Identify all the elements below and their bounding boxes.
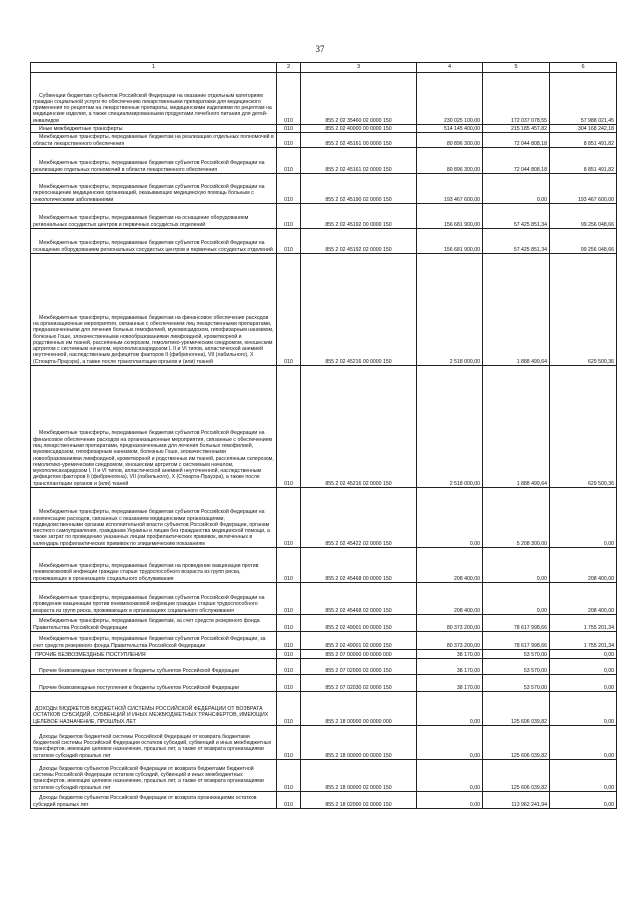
row-approved-amount-cell: 514 145 400,00 [417,125,483,133]
row-approved-amount-cell: 80 896 300,00 [417,133,483,148]
table-row [31,488,617,548]
row-name-cell: Межбюджетные трансферты, передаваемые бюджетам субъектов Российской Федерации на финансовое обеспечение расходов на организационные мероприятия, связанные с обеспечением лиц лекарственными препаратами, предназначенными для лечения больных гемофилией, муковисцидозом, гипофизарным нанизмом, болезнью Гоше, злокачественными новообразованиями лимфоидной, кроветворной и родственных им тканей, рассеянным склерозом, гемолитико-уремическим синдромом, юношеским артритом с системным началом, мукополисахаридозом I, II и VI типов, апластической анемией неуточненной, наследственным дефицитом факторов II (фибриногена), VII (лабильного), X (Стюарта-Прауэра), а также после трансплантации органов и (или) тканей [31,366,277,488]
row-name-cell: Межбюджетные трансферты, передаваемые бюджетам на проведение вакцинации против пневмококковой инфекции граждан старше трудоспособного возраста из групп риска, проживающих в организациях социального обслуживания [31,548,277,583]
row-executed-amount-cell: 5 208 300,00 [483,488,550,548]
row-budget-code-cell: 855 2 02 45216 00 0000 150 [301,254,417,366]
row-unexecuted-amount-cell: 1 755 201,34 [550,632,617,650]
row-name-cell: Межбюджетные трансферты, передаваемые бюджетам на реализацию отдельных полномочий в области лекарственного обеспечения [31,133,277,148]
row-approved-amount-cell: 193 467 600,00 [417,174,483,204]
table-row [31,366,617,488]
row-executed-amount-cell: 53 570,00 [483,659,550,675]
table-row [31,615,617,632]
row-budget-code-cell: 855 2 02 45422 02 0000 150 [301,488,417,548]
row-approved-amount-cell: 230 025 100,00 [417,73,483,125]
row-name-cell: Межбюджетные трансферты, передаваемые бюджетам субъектов Российской Федерации на реализацию отдельных полномочий в области лекарственного обеспечения [31,148,277,174]
row-executed-amount-cell: 72 044 808,18 [483,133,550,148]
table-row [31,133,617,148]
row-name-cell: Прочие безвозмездные поступления в бюджеты субъектов Российской Федерации [31,675,277,692]
row-approved-amount-cell: 208 400,00 [417,583,483,615]
row-name-cell: Межбюджетные трансферты, передаваемые бюджетам субъектов Российской Федерации на оснащение оборудованием региональных сосудистых центров и первичных сосудистых отделений [31,229,277,254]
table-row [31,760,617,792]
row-executed-amount-cell: 1 888 499,64 [483,254,550,366]
row-unexecuted-amount-cell: 0,00 [550,488,617,548]
row-unexecuted-amount-cell: 0,00 [550,760,617,792]
row-approved-amount-cell: 0,00 [417,760,483,792]
row-executed-amount-cell: 78 617 998,66 [483,615,550,632]
row-code-line-cell: 010 [277,792,301,809]
row-executed-amount-cell: 57 425 851,34 [483,229,550,254]
row-unexecuted-amount-cell: 99 256 048,66 [550,229,617,254]
row-unexecuted-amount-cell: 208 400,00 [550,583,617,615]
row-approved-amount-cell: 2 518 000,00 [417,254,483,366]
table-row [31,792,617,809]
table-row [31,204,617,229]
row-executed-amount-cell: 215 185 457,82 [483,125,550,133]
row-budget-code-cell: 855 2 02 45216 02 0000 150 [301,366,417,488]
row-name-cell: Межбюджетные трансферты, передаваемые бюджетам субъектов Российской Федерации, за счет средств резервного фонда Правительства Российской Федерации [31,632,277,650]
row-name-cell: Субвенции бюджетам субъектов Российской Федерации на оказание отдельным категориям граждан социальной услуги по обеспечению лекарственными препаратами для медицинского применения по рецептам на лекарственные препараты, медицинскими изделиями по рецептам на медицинские изделия, а также специализированными продуктами лечебного питания для детей-инвалидов [31,73,277,125]
row-executed-amount-cell: 53 570,00 [483,650,550,659]
row-approved-amount-cell: 156 681 900,00 [417,204,483,229]
table-row [31,148,617,174]
row-code-line-cell: 010 [277,548,301,583]
row-code-line-cell: 010 [277,125,301,133]
row-code-line-cell: 010 [277,692,301,726]
row-code-line-cell: 010 [277,73,301,125]
table-row [31,583,617,615]
page-number: 37 [315,44,325,54]
row-budget-code-cell: 855 2 02 49001 00 0000 150 [301,615,417,632]
row-executed-amount-cell: 1 888 499,64 [483,366,550,488]
table-row [31,254,617,366]
row-budget-code-cell: 855 2 02 45468 00 0000 150 [301,548,417,583]
row-budget-code-cell: 855 2 07 02030 02 0000 150 [301,675,417,692]
row-approved-amount-cell: 0,00 [417,488,483,548]
row-budget-code-cell: 855 2 07 00000 00 0000 000 [301,650,417,659]
row-code-line-cell: 010 [277,615,301,632]
row-unexecuted-amount-cell: 1 755 201,34 [550,615,617,632]
row-executed-amount-cell: 57 425 851,34 [483,204,550,229]
row-code-line-cell: 010 [277,488,301,548]
row-code-line-cell: 010 [277,204,301,229]
row-unexecuted-amount-cell: 0,00 [550,692,617,726]
row-budget-code-cell: 855 2 02 40000 00 0000 150 [301,125,417,133]
row-code-line-cell: 010 [277,760,301,792]
row-executed-amount-cell: 0,00 [483,583,550,615]
row-name-cell: Доходы бюджетов бюджетной системы Российской Федерации от возврата бюджетами бюджетной системы Российской Федерации остатков субсидий, субвенций и иных межбюджетных трансфертов, имеющих целевое назначение, прошлых лет, а также от возврата организациями остатков субсидий прошлых лет [31,726,277,760]
row-code-line-cell: 010 [277,632,301,650]
row-executed-amount-cell: 125 606 039,82 [483,760,550,792]
row-budget-code-cell: 855 2 07 02000 02 0000 150 [301,659,417,675]
row-unexecuted-amount-cell: 0,00 [550,650,617,659]
table-row [31,692,617,726]
budget-revenue-table [30,62,617,809]
row-budget-code-cell: 855 2 18 02000 02 0000 150 [301,792,417,809]
row-code-line-cell: 010 [277,583,301,615]
row-budget-code-cell: 855 2 02 45161 02 0000 150 [301,148,417,174]
row-executed-amount-cell: 53 570,00 [483,675,550,692]
row-executed-amount-cell: 125 606 039,82 [483,692,550,726]
table-row [31,548,617,583]
row-executed-amount-cell: 0,00 [483,174,550,204]
table-row [31,174,617,204]
row-name-cell: Доходы бюджетов субъектов Российской Федерации от возврата организациями остатков субсидий прошлых лет [31,792,277,809]
row-executed-amount-cell: 72 044 808,18 [483,148,550,174]
header-col-6: 6 [550,63,617,73]
row-code-line-cell: 010 [277,229,301,254]
row-unexecuted-amount-cell: 8 851 491,82 [550,133,617,148]
row-approved-amount-cell: 0,00 [417,692,483,726]
header-col-4: 4 [417,63,483,73]
row-approved-amount-cell: 80 896 300,00 [417,148,483,174]
row-executed-amount-cell: 78 617 998,66 [483,632,550,650]
row-executed-amount-cell: 125 606 039,82 [483,726,550,760]
row-budget-code-cell: 855 2 02 45192 02 0000 150 [301,229,417,254]
row-code-line-cell: 010 [277,366,301,488]
row-approved-amount-cell: 38 170,00 [417,675,483,692]
row-unexecuted-amount-cell: 629 500,36 [550,366,617,488]
row-code-line-cell: 010 [277,650,301,659]
row-name-cell: ДОХОДЫ БЮДЖЕТОВ БЮДЖЕТНОЙ СИСТЕМЫ РОССИЙСКОЙ ФЕДЕРАЦИИ ОТ ВОЗВРАТА ОСТАТКОВ СУБСИДИЙ, СУБВЕНЦИЙ И ИНЫХ МЕЖБЮДЖЕТНЫХ ТРАНСФЕРТОВ, ИМЕЮЩИХ ЦЕЛЕВОЕ НАЗНАЧЕНИЕ, ПРОШЛЫХ ЛЕТ [31,692,277,726]
row-code-line-cell: 010 [277,659,301,675]
row-name-cell: Доходы бюджетов субъектов Российской Федерации от возврата бюджетами бюджетной системы Российской Федерации остатков субсидий, субвенций и иных межбюджетных трансфертов, имеющих целевое назначение, прошлых лет, а также от возврата организациями остатков субсидий прошлых лет [31,760,277,792]
row-code-line-cell: 010 [277,726,301,760]
row-unexecuted-amount-cell: 8 851 491,82 [550,148,617,174]
table-row [31,726,617,760]
row-name-cell: Межбюджетные трансферты, передаваемые бюджетам на финансовое обеспечение расходов на организационные мероприятия, связанные с обеспечением лиц лекарственными препаратами, предназначенными для лечения больных гемофилией, муковисцидозом, гипофизарным нанизмом, болезнью Гоше, злокачественными новообразованиями лимфоидной, кроветворной и родственных им тканей, рассеянным склерозом, гемолитико-уремическим синдромом, юношеским артритом с системным началом, мукополисахаридозом I, II и VI типов, апластической анемией неуточненной, наследственным дефицитом факторов II (фибриногена), VII (лабильного), X (Стюарта-Прауэра), а также после трансплантации органов и (или) тканей [31,254,277,366]
table-row [31,632,617,650]
row-name-cell: Прочие безвозмездные поступления в бюджеты субъектов Российской Федерации [31,659,277,675]
table-row [31,125,617,133]
row-unexecuted-amount-cell: 0,00 [550,675,617,692]
row-budget-code-cell: 855 2 18 00000 00 0000 150 [301,726,417,760]
row-approved-amount-cell: 2 518 000,00 [417,366,483,488]
row-executed-amount-cell: 113 962 241,94 [483,792,550,809]
row-executed-amount-cell: 0,00 [483,548,550,583]
table-row [31,73,617,125]
row-unexecuted-amount-cell: 193 467 600,00 [550,174,617,204]
table-row [31,650,617,659]
row-unexecuted-amount-cell: 304 168 242,18 [550,125,617,133]
row-approved-amount-cell: 80 373 200,00 [417,632,483,650]
header-col-1: 1 [31,63,277,73]
row-executed-amount-cell: 172 037 078,55 [483,73,550,125]
row-budget-code-cell: 855 2 02 45190 02 0000 150 [301,174,417,204]
row-code-line-cell: 010 [277,133,301,148]
row-approved-amount-cell: 80 373 200,00 [417,615,483,632]
header-col-5: 5 [483,63,550,73]
row-unexecuted-amount-cell: 0,00 [550,659,617,675]
row-code-line-cell: 010 [277,174,301,204]
table-row [31,659,617,675]
row-name-cell: Межбюджетные трансферты, передаваемые бюджетам субъектов Российской Федерации на проведение вакцинации против пневмококковой инфекции граждан старше трудоспособного возраста из групп риска, проживающих в организациях социального обслуживания [31,583,277,615]
row-unexecuted-amount-cell: 99 256 048,66 [550,204,617,229]
row-unexecuted-amount-cell: 0,00 [550,792,617,809]
header-col-2: 2 [277,63,301,73]
row-unexecuted-amount-cell: 629 500,36 [550,254,617,366]
table-row [31,229,617,254]
row-approved-amount-cell: 38 170,00 [417,650,483,659]
row-unexecuted-amount-cell: 0,00 [550,726,617,760]
row-approved-amount-cell: 208 400,00 [417,548,483,583]
table-header-row [31,63,617,73]
row-budget-code-cell: 855 2 02 45161 00 0000 150 [301,133,417,148]
row-name-cell: Межбюджетные трансферты, передаваемые бюджетам на оснащение оборудованием региональных сосудистых центров и первичных сосудистых отделений [31,204,277,229]
row-code-line-cell: 010 [277,148,301,174]
row-name-cell: Межбюджетные трансферты, передаваемые бюджетам субъектов Российской Федерации на компенсацию расходов, связанных с оказанием медицинскими организациями, подведомственными органам исполнительной власти субъектов Российской Федерации, органам местного самоуправления, гражданам Украины и лицам без гражданства медицинской помощи, а также затрат по проведению указанных лицам профилактических прививок, включенных в календарь профилактических прививок по эпидемическим показаниям [31,488,277,548]
header-col-3: 3 [301,63,417,73]
row-budget-code-cell: 855 2 02 45192 00 0000 150 [301,204,417,229]
row-unexecuted-amount-cell: 208 400,00 [550,548,617,583]
row-budget-code-cell: 855 2 18 00000 00 0000 000 [301,692,417,726]
row-name-cell: Межбюджетные трансферты, передаваемые бюджетам, за счет средств резервного фонда Правительства Российской Федерации [31,615,277,632]
row-code-line-cell: 010 [277,254,301,366]
row-approved-amount-cell: 0,00 [417,792,483,809]
row-budget-code-cell: 855 2 02 49001 02 0000 150 [301,632,417,650]
row-name-cell: Межбюджетные трансферты, передаваемые бюджетам субъектов Российской Федерации на переоснащение медицинских организаций, оказывающих медицинскую помощь больным с онкологическими заболеваниями [31,174,277,204]
row-name-cell: ПРОЧИЕ БЕЗВОЗМЕЗДНЫЕ ПОСТУПЛЕНИЯ [31,650,277,659]
row-unexecuted-amount-cell: 57 988 021,45 [550,73,617,125]
row-approved-amount-cell: 38 170,00 [417,659,483,675]
row-approved-amount-cell: 156 681 900,00 [417,229,483,254]
row-budget-code-cell: 855 2 02 35460 02 0000 150 [301,73,417,125]
row-budget-code-cell: 855 2 02 45468 02 0000 150 [301,583,417,615]
row-budget-code-cell: 855 2 18 00000 02 0000 150 [301,760,417,792]
table-row [31,675,617,692]
row-approved-amount-cell: 0,00 [417,726,483,760]
row-name-cell: Иные межбюджетные трансферты [31,125,277,133]
row-code-line-cell: 010 [277,675,301,692]
